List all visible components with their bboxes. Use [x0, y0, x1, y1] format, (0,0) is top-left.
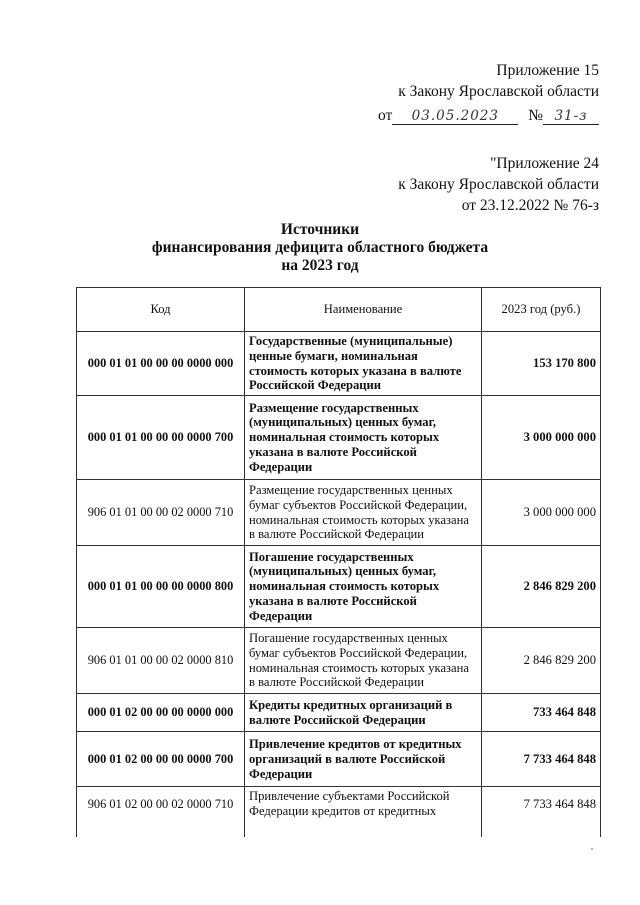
row-amount: 7 733 464 848	[482, 787, 601, 837]
table-row	[77, 732, 601, 787]
row-name: Кредиты кредитных организаций в валюте Российской Федерации	[245, 694, 482, 732]
row-code: 000 01 01 00 00 00 0000 800	[77, 546, 245, 628]
row-name: Привлечение кредитов от кредитных организаций в валюте Российской Федерации	[245, 732, 482, 787]
number-prefix: №	[528, 107, 543, 124]
row-name: Государственные (муниципальные) ценные бумаги, номинальная стоимость которых указана в валюте Российской Федерации	[245, 332, 482, 396]
table-body	[77, 332, 601, 837]
title-line-1: Источники	[280, 221, 360, 238]
table-row	[77, 396, 601, 480]
prev-law-line: к Закону Ярославской области	[398, 176, 599, 193]
financing-sources-table	[76, 287, 601, 837]
row-code: 000 01 01 00 00 00 0000 000	[77, 332, 245, 396]
prev-date-line: от 23.12.2022 № 76-з	[461, 197, 599, 214]
handwritten-number: 31-з	[543, 108, 599, 125]
row-amount: 7 733 464 848	[482, 732, 601, 787]
prev-appendix-line: "Приложение 24	[490, 155, 599, 172]
row-amount: 2 846 829 200	[482, 628, 601, 694]
row-name: Погашение государственных (муниципальных) ценных бумаг, номинальная стоимость которых указана в валюте Российской Федерации	[245, 546, 482, 628]
law-reference-line: к Закону Ярославской области	[398, 83, 599, 100]
row-amount: 3 000 000 000	[482, 480, 601, 546]
header-name: Наименование	[245, 288, 482, 332]
row-name: Привлечение субъектами Российской Федерации кредитов от кредитных	[245, 787, 482, 837]
row-code: 000 01 01 00 00 00 0000 700	[77, 396, 245, 480]
document-title	[0, 221, 640, 275]
law-appendix-header	[378, 60, 599, 126]
table-row	[77, 480, 601, 546]
row-amount: 733 464 848	[482, 694, 601, 732]
table-row	[77, 628, 601, 694]
header-amount: 2023 год (руб.)	[482, 288, 601, 332]
previous-appendix-reference	[398, 153, 599, 216]
table-row	[77, 332, 601, 396]
row-code: 000 01 02 00 00 00 0000 000	[77, 694, 245, 732]
scan-speck	[591, 848, 593, 850]
row-code: 906 01 01 00 00 02 0000 710	[77, 480, 245, 546]
row-amount: 3 000 000 000	[482, 396, 601, 480]
table-row	[77, 694, 601, 732]
table-row	[77, 787, 601, 837]
page-bottom-margin	[0, 845, 640, 905]
signature-line	[378, 105, 599, 126]
table-header-row	[77, 288, 601, 332]
row-code: 906 01 01 00 00 02 0000 810	[77, 628, 245, 694]
row-name: Размещение государственных ценных бумаг субъектов Российской Федерации, номинальная стоимость которых указана в валюте Российской Федерации	[245, 480, 482, 546]
row-name: Погашение государственных ценных бумаг субъектов Российской Федерации, номинальная стоимость которых указана в валюте Российской Федерации	[245, 628, 482, 694]
row-code: 000 01 02 00 00 00 0000 700	[77, 732, 245, 787]
table-row	[77, 546, 601, 628]
title-line-3: на 2023 год	[281, 257, 359, 274]
appendix-number-line: Приложение 15	[496, 62, 599, 79]
from-prefix: от	[378, 107, 393, 124]
row-amount: 153 170 800	[482, 332, 601, 396]
row-amount: 2 846 829 200	[482, 546, 601, 628]
row-name: Размещение государственных (муниципальных) ценных бумаг, номинальная стоимость которых указана в валюте Российской Федерации	[245, 396, 482, 480]
row-code: 906 01 02 00 00 02 0000 710	[77, 787, 245, 837]
header-code: Код	[77, 288, 245, 332]
handwritten-date: 03.05.2023	[392, 108, 518, 125]
title-line-2: финансирования дефицита областного бюджета	[151, 239, 489, 256]
